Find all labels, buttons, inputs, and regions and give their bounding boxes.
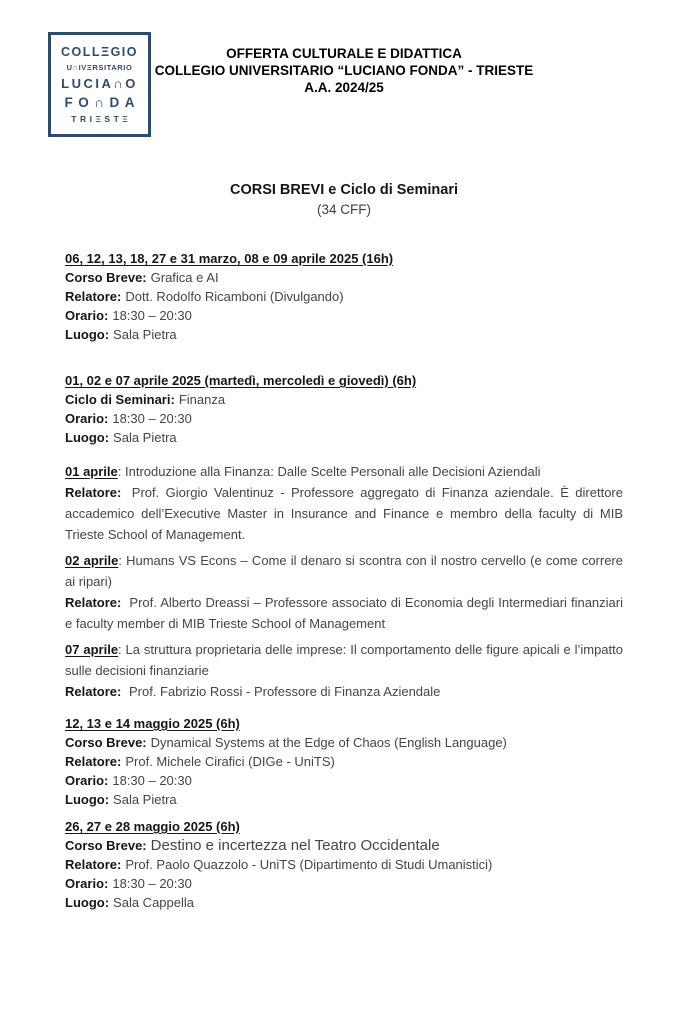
seminar-date: 07 aprile — [65, 642, 119, 657]
document-header — [0, 45, 688, 96]
event-block — [65, 714, 623, 809]
field-label: Luogo: — [65, 327, 110, 342]
field-row — [65, 893, 623, 912]
field-value: Prof. Michele Cirafici (DIGe - UniTS) — [125, 754, 335, 769]
seminar-relatore-row — [65, 482, 623, 545]
field-value: Dott. Rodolfo Ricamboni (Divulgando) — [125, 289, 344, 304]
field-label: Corso Breve: — [65, 838, 147, 853]
field-label: Orario: — [65, 411, 109, 426]
document-header-line-3: A.A. 2024/25 — [304, 80, 384, 95]
field-row — [65, 268, 623, 287]
field-label: Luogo: — [65, 430, 110, 445]
field-row — [65, 306, 623, 325]
field-label: Orario: — [65, 308, 109, 323]
seminar-entry — [65, 461, 623, 545]
seminar-title-row — [65, 550, 623, 592]
event-date-heading: 01, 02 e 07 aprile 2025 (martedì, mercoledì e giovedì) (6h) — [65, 373, 417, 388]
field-value: 18:30 – 20:30 — [112, 308, 192, 323]
seminar-title-text: : La struttura proprietaria delle imprese: Il comportamento delle figure apicali e l’impatto sulle decisioni finanziarie — [65, 642, 623, 678]
seminar-date: 01 aprile — [65, 464, 118, 479]
seminar-title-text: : Introduzione alla Finanza: Dalle Scelte Personali alle Decisioni Aziendali — [117, 464, 541, 479]
field-value: Sala Pietra — [113, 430, 177, 445]
logo-line-collegio: COLLΞGIO — [61, 45, 138, 59]
field-row — [65, 836, 623, 855]
seminar-relatore-row — [65, 592, 623, 634]
field-label: Luogo: — [65, 792, 110, 807]
seminar-date: 02 aprile — [65, 553, 119, 568]
document-header-line-1: OFFERTA CULTURALE E DIDATTICA — [226, 46, 462, 61]
field-label: Relatore: — [65, 754, 122, 769]
event-date-heading: 26, 27 e 28 maggio 2025 (6h) — [65, 819, 240, 834]
event-block — [65, 249, 623, 344]
logo-line-universitario: U∩IVΞRSITARIO — [66, 63, 133, 72]
field-value: Grafica e AI — [150, 270, 219, 285]
field-label: Ciclo di Seminari: — [65, 392, 175, 407]
field-row — [65, 287, 623, 306]
field-value: Prof. Paolo Quazzolo - UniTS (Dipartimento di Studi Umanistici) — [125, 857, 493, 872]
seminar-relatore-row — [65, 681, 623, 702]
field-label: Relatore: — [65, 289, 122, 304]
relatore-label: Relatore: — [65, 595, 122, 610]
field-row — [65, 752, 623, 771]
field-value: Dynamical Systems at the Edge of Chaos (English Language) — [150, 735, 507, 750]
field-label: Luogo: — [65, 895, 110, 910]
event-block — [65, 371, 623, 447]
field-row — [65, 428, 623, 447]
event-date-heading: 12, 13 e 14 maggio 2025 (6h) — [65, 716, 240, 731]
relatore-text: Prof. Giorgio Valentinuz - Professore aggregato di Finanza aziendale. È direttore accademico dell’Executive Master in Insurance and Finance e membro della faculty di MIB Trieste School of Management. — [65, 485, 623, 542]
field-label: Orario: — [65, 876, 109, 891]
section-subtitle: (34 CFF) — [317, 202, 371, 217]
field-label: Orario: — [65, 773, 109, 788]
logo-line-trieste: TRIΞSTΞ — [71, 114, 132, 124]
field-value: Finanza — [178, 392, 226, 407]
field-row — [65, 390, 623, 409]
field-value: 18:30 – 20:30 — [112, 876, 192, 891]
field-value: Sala Pietra — [113, 327, 177, 342]
seminar-entry — [65, 550, 623, 634]
section-title: CORSI BREVI e Ciclo di Seminari — [229, 182, 459, 198]
field-row — [65, 325, 623, 344]
document-body — [65, 181, 623, 912]
field-row — [65, 733, 623, 752]
field-row — [65, 771, 623, 790]
field-label: Relatore: — [65, 857, 122, 872]
seminar-title-row — [65, 639, 623, 681]
section-heading — [65, 181, 623, 219]
field-row — [65, 790, 623, 809]
field-label: Corso Breve: — [65, 270, 147, 285]
logo-line-luciano: LUCIA∩O — [61, 76, 138, 91]
field-row — [65, 874, 623, 893]
event-date-heading: 06, 12, 13, 18, 27 e 31 marzo, 08 e 09 aprile 2025 (16h) — [65, 251, 394, 266]
field-row — [65, 409, 623, 428]
field-row — [65, 855, 623, 874]
field-value: Sala Pietra — [113, 792, 177, 807]
field-label: Corso Breve: — [65, 735, 147, 750]
relatore-label: Relatore: — [65, 485, 122, 500]
seminar-title-text: : Humans VS Econs – Come il denaro si scontra con il nostro cervello (e come correre ai ripari) — [65, 553, 623, 589]
field-value: 18:30 – 20:30 — [112, 411, 192, 426]
seminar-entry — [65, 639, 623, 702]
field-value: Sala Cappella — [113, 895, 194, 910]
logo-line-fonda: FO∩DA — [64, 95, 140, 110]
field-value: 18:30 – 20:30 — [112, 773, 192, 788]
seminar-title-row — [65, 461, 623, 482]
relatore-label: Relatore: — [65, 684, 122, 699]
relatore-text: Prof. Fabrizio Rossi - Professore di Finanza Aziendale — [125, 684, 441, 699]
event-block — [65, 817, 623, 912]
field-value: Destino e incertezza nel Teatro Occidentale — [150, 837, 440, 854]
document-header-line-2: COLLEGIO UNIVERSITARIO “LUCIANO FONDA” - TRIESTE — [154, 63, 534, 78]
relatore-text: Prof. Alberto Dreassi – Professore associato di Economia degli Intermediari finanziari e faculty member di MIB Trieste School of Management — [65, 595, 623, 631]
